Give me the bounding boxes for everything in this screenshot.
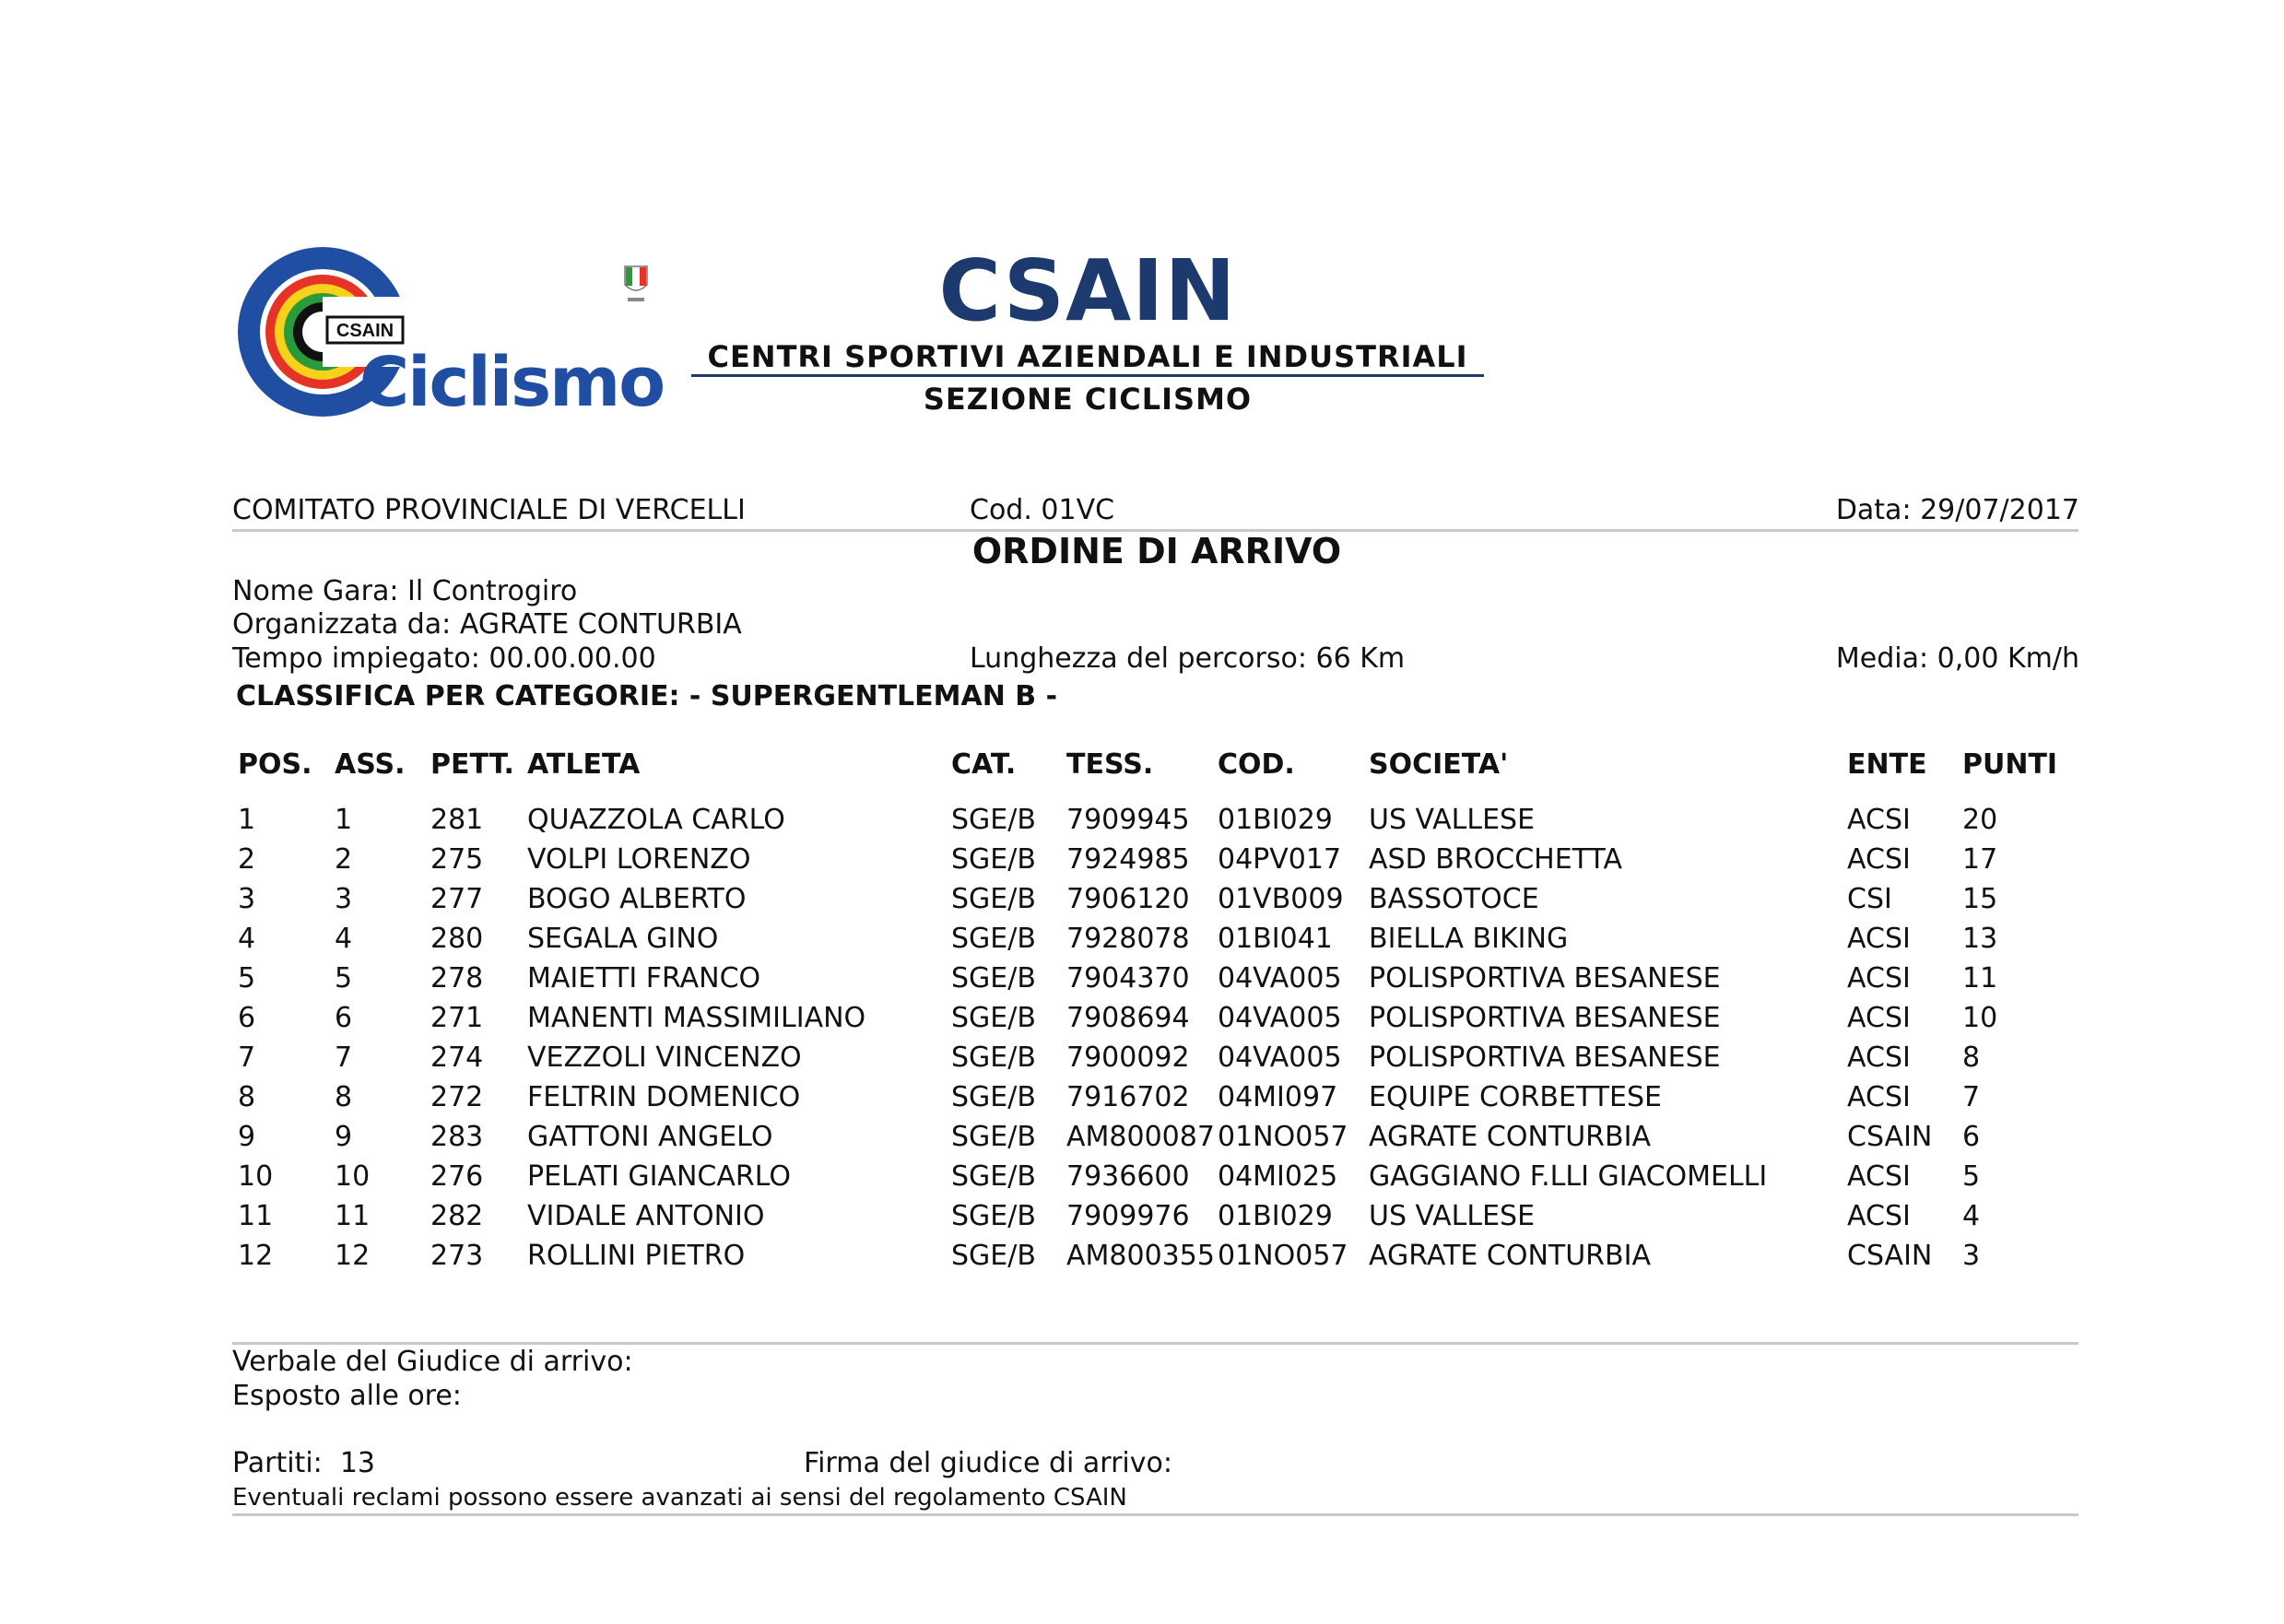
cell-ente: ACSI [1847, 962, 1911, 994]
cell-tess: 7909976 [1066, 1200, 1190, 1232]
col-ass: ASS. [335, 748, 406, 781]
cell-ente: ACSI [1847, 1160, 1911, 1193]
cell-cat: SGE/B [951, 1240, 1036, 1272]
cell-ass: 11 [335, 1200, 371, 1232]
table-row [232, 1236, 2057, 1276]
cell-athlete: FELTRIN DOMENICO [527, 1081, 801, 1113]
cell-athlete: VEZZOLI VINCENZO [527, 1041, 802, 1074]
cell-cod: 01NO057 [1218, 1121, 1348, 1153]
cell-athlete: MANENTI MASSIMILIANO [527, 1002, 866, 1034]
cell-pett: 282 [430, 1200, 484, 1232]
col-tess: TESS. [1066, 748, 1154, 781]
cell-pett: 278 [430, 962, 484, 994]
cell-pos: 7 [238, 1041, 256, 1074]
cell-pett: 275 [430, 843, 484, 876]
cell-tess: 7924985 [1066, 843, 1190, 876]
cell-athlete: GATTONI ANGELO [527, 1121, 773, 1153]
starters-count: Partiti: 13 [232, 1447, 376, 1479]
cell-tess: 7916702 [1066, 1081, 1190, 1113]
cell-tess: 7906120 [1066, 883, 1190, 915]
brand-subtitle: CENTRI SPORTIVI AZIENDALI E INDUSTRIALI [707, 339, 1468, 374]
cell-ente: ACSI [1847, 1002, 1911, 1034]
cell-points: 10 [1962, 1002, 1998, 1034]
cell-tess: 7928078 [1066, 923, 1190, 955]
cell-pos: 11 [238, 1200, 274, 1232]
cell-cod: 01VB009 [1218, 883, 1344, 915]
col-pett: PETT. [430, 748, 514, 781]
table-row [232, 1196, 2057, 1236]
section-title: SEZIONE CICLISMO [923, 382, 1253, 417]
footer-divider-top [232, 1342, 2078, 1345]
cell-pett: 274 [430, 1041, 484, 1074]
cell-ente: ACSI [1847, 1200, 1911, 1232]
cell-cod: 01NO057 [1218, 1240, 1348, 1272]
cell-cod: 04VA005 [1218, 1002, 1342, 1034]
table-row [232, 800, 2057, 840]
cell-pos: 6 [238, 1002, 256, 1034]
table-row [232, 959, 2057, 998]
category-heading: CLASSIFICA PER CATEGORIE: - SUPERGENTLEMAN B - [236, 680, 1058, 712]
cell-athlete: ROLLINI PIETRO [527, 1240, 746, 1272]
cell-tess: 7904370 [1066, 962, 1190, 994]
cell-cod: 01BI029 [1218, 804, 1333, 836]
cell-cat: SGE/B [951, 1081, 1036, 1113]
cell-pett: 271 [430, 1002, 484, 1034]
cell-pos: 1 [238, 804, 256, 836]
col-cod: COD. [1218, 748, 1295, 781]
race-name: Nome Gara: Il Controgiro [232, 575, 578, 607]
cell-ass: 5 [335, 962, 353, 994]
cell-ass: 6 [335, 1002, 353, 1034]
cell-team: US VALLESE [1369, 804, 1536, 836]
cell-cod: 04VA005 [1218, 1041, 1342, 1074]
table-row [232, 998, 2057, 1038]
average-speed: Media: 0,00 Km/h [1835, 642, 2079, 675]
cell-pos: 5 [238, 962, 256, 994]
cell-cat: SGE/B [951, 1160, 1036, 1193]
judge-signature-label: Firma del giudice di arrivo: [804, 1447, 1172, 1479]
cell-athlete: PELATI GIANCARLO [527, 1160, 791, 1193]
cell-ass: 12 [335, 1240, 371, 1272]
race-date: Data: 29/07/2017 [1835, 494, 2079, 526]
brand-title: CSAIN [938, 241, 1237, 340]
cell-pos: 12 [238, 1240, 274, 1272]
document-title: ORDINE DI ARRIVO [971, 531, 1342, 571]
cell-ente: ACSI [1847, 843, 1911, 876]
cell-cat: SGE/B [951, 962, 1036, 994]
cell-cat: SGE/B [951, 804, 1036, 836]
cell-pos: 8 [238, 1081, 256, 1113]
posted-time-label: Esposto alle ore: [232, 1380, 462, 1412]
cell-athlete: VOLPI LORENZO [527, 843, 751, 876]
logo-wordmark: Ciclismo [359, 343, 665, 422]
cell-points: 7 [1962, 1081, 1981, 1113]
committee-code: Cod. 01VC [970, 494, 1115, 526]
race-organizer: Organizzata da: AGRATE CONTURBIA [232, 608, 742, 641]
cell-cat: SGE/B [951, 1121, 1036, 1153]
cell-cat: SGE/B [951, 923, 1036, 955]
cell-athlete: VIDALE ANTONIO [527, 1200, 765, 1232]
cell-ass: 10 [335, 1160, 371, 1193]
cell-pett: 283 [430, 1121, 484, 1153]
col-ente: ENTE [1847, 748, 1927, 781]
cell-ente: CSI [1847, 883, 1892, 915]
cell-team: AGRATE CONTURBIA [1369, 1121, 1651, 1153]
col-punti: PUNTI [1962, 748, 2058, 781]
cell-athlete: MAIETTI FRANCO [527, 962, 761, 994]
course-length: Lunghezza del percorso: 66 Km [970, 642, 1406, 675]
footer-divider-bottom [232, 1513, 2078, 1516]
cell-pett: 277 [430, 883, 484, 915]
cell-points: 17 [1962, 843, 1998, 876]
cell-pos: 9 [238, 1121, 256, 1153]
cell-tess: AM800087 [1066, 1121, 1215, 1153]
cell-points: 4 [1962, 1200, 1981, 1232]
cell-tess: 7900092 [1066, 1041, 1190, 1074]
cell-pett: 281 [430, 804, 484, 836]
cell-ente: ACSI [1847, 804, 1911, 836]
table-row [232, 1038, 2057, 1077]
cell-ente: ACSI [1847, 1081, 1911, 1113]
cell-ass: 9 [335, 1121, 353, 1153]
cell-tess: 7936600 [1066, 1160, 1190, 1193]
cell-team: BASSOTOCE [1369, 883, 1539, 915]
cell-team: EQUIPE CORBETTESE [1369, 1081, 1662, 1113]
cell-ente: CSAIN [1847, 1240, 1933, 1272]
col-atleta: ATLETA [527, 748, 641, 781]
cell-team: ASD BROCCHETTA [1369, 843, 1622, 876]
cell-points: 13 [1962, 923, 1998, 955]
cell-tess: AM800355 [1066, 1240, 1215, 1272]
table-header-row [232, 748, 2057, 800]
cell-ente: ACSI [1847, 923, 1911, 955]
col-cat: CAT. [951, 748, 1017, 781]
cell-cod: 04MI097 [1218, 1081, 1338, 1113]
cell-pos: 4 [238, 923, 256, 955]
cell-team: AGRATE CONTURBIA [1369, 1240, 1651, 1272]
judge-report-label: Verbale del Giudice di arrivo: [232, 1346, 633, 1378]
cell-ass: 3 [335, 883, 353, 915]
col-pos: POS. [238, 748, 312, 781]
cell-team: POLISPORTIVA BESANESE [1369, 962, 1721, 994]
cell-points: 3 [1962, 1240, 1981, 1272]
cell-points: 8 [1962, 1041, 1981, 1074]
cell-pett: 276 [430, 1160, 484, 1193]
cell-athlete: BOGO ALBERTO [527, 883, 747, 915]
cell-ass: 1 [335, 804, 353, 836]
cell-points: 20 [1962, 804, 1998, 836]
cell-cod: 04VA005 [1218, 962, 1342, 994]
cell-team: POLISPORTIVA BESANESE [1369, 1041, 1721, 1074]
cell-cod: 01BI029 [1218, 1200, 1333, 1232]
results-body [232, 800, 2057, 1276]
cell-points: 15 [1962, 883, 1998, 915]
table-row [232, 1077, 2057, 1117]
complaints-note: Eventuali reclami possono essere avanzati ai sensi del regolamento CSAIN [232, 1484, 1127, 1512]
cell-cat: SGE/B [951, 883, 1036, 915]
table-row [232, 919, 2057, 959]
cell-points: 11 [1962, 962, 1998, 994]
cell-pos: 2 [238, 843, 256, 876]
cell-team: BIELLA BIKING [1369, 923, 1569, 955]
cell-pos: 10 [238, 1160, 274, 1193]
cell-cat: SGE/B [951, 1041, 1036, 1074]
col-societa: SOCIETA' [1369, 748, 1509, 781]
table-row [232, 1117, 2057, 1157]
cell-points: 6 [1962, 1121, 1981, 1153]
table-row [232, 840, 2057, 879]
cell-cat: SGE/B [951, 1200, 1036, 1232]
cell-points: 5 [1962, 1160, 1981, 1193]
cell-cod: 04MI025 [1218, 1160, 1338, 1193]
cell-ass: 4 [335, 923, 353, 955]
cell-tess: 7909945 [1066, 804, 1190, 836]
cell-cat: SGE/B [951, 843, 1036, 876]
cell-athlete: SEGALA GINO [527, 923, 719, 955]
race-time: Tempo impiegato: 00.00.00.00 [232, 642, 656, 675]
cell-tess: 7908694 [1066, 1002, 1190, 1034]
cell-cod: 04PV017 [1218, 843, 1342, 876]
cell-ass: 2 [335, 843, 353, 876]
cell-cat: SGE/B [951, 1002, 1036, 1034]
cell-team: US VALLESE [1369, 1200, 1536, 1232]
cell-athlete: QUAZZOLA CARLO [527, 804, 785, 836]
cell-team: POLISPORTIVA BESANESE [1369, 1002, 1721, 1034]
cell-cod: 01BI041 [1218, 923, 1333, 955]
results-table [232, 748, 2057, 1276]
cell-pett: 273 [430, 1240, 484, 1272]
committee-label: COMITATO PROVINCIALE DI VERCELLI [232, 494, 746, 526]
cell-ass: 7 [335, 1041, 353, 1074]
logo-badge-text: CSAIN [336, 321, 394, 341]
table-row [232, 1157, 2057, 1196]
cell-ente: ACSI [1847, 1041, 1911, 1074]
cell-pett: 280 [430, 923, 484, 955]
subtitle-underline [691, 374, 1484, 377]
cell-pett: 272 [430, 1081, 484, 1113]
cell-ass: 8 [335, 1081, 353, 1113]
table-row [232, 879, 2057, 919]
cell-pos: 3 [238, 883, 256, 915]
cell-team: GAGGIANO F.LLI GIACOMELLI [1369, 1160, 1768, 1193]
cell-ente: CSAIN [1847, 1121, 1933, 1153]
